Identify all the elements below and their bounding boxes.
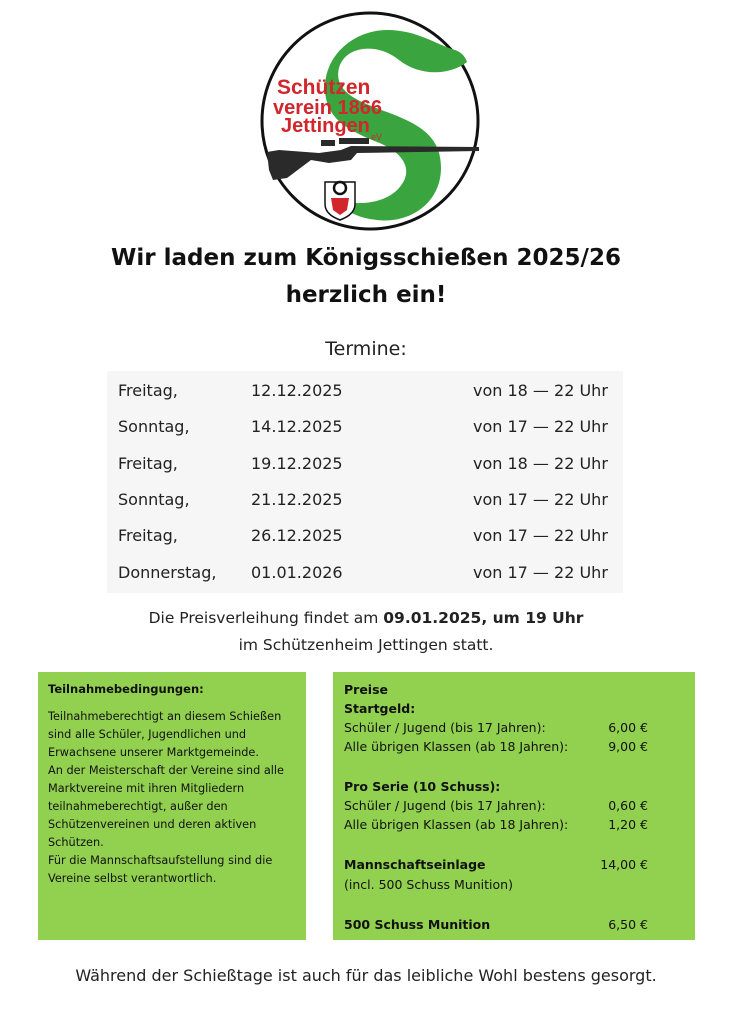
conditions-line: Erwachsene unserer Marktgemeinde. xyxy=(48,746,259,759)
logo-line3: Jettingen xyxy=(281,115,370,137)
schedule-day: Donnerstag, xyxy=(118,563,217,582)
team-fee-note: (incl. 500 Schuss Munition) xyxy=(344,877,513,892)
club-emblem-icon xyxy=(259,10,481,232)
schedule-date: 01.01.2026 xyxy=(251,563,343,582)
schedule-time: von 18 — 22 Uhr xyxy=(473,454,608,473)
price-value: 9,00 € xyxy=(608,739,648,754)
price-value: 1,20 € xyxy=(608,817,648,832)
serie-heading: Pro Serie (10 Schuss): xyxy=(344,779,501,794)
prices-title: Preise xyxy=(344,682,389,697)
schedule-day: Freitag, xyxy=(118,454,178,473)
schedule-row xyxy=(107,526,623,550)
ammo-value: 6,50 € xyxy=(608,917,648,932)
schedule-date: 12.12.2025 xyxy=(251,381,343,400)
schedule-date: 26.12.2025 xyxy=(251,526,343,545)
schedule-row xyxy=(107,381,623,405)
schedule-day: Sonntag, xyxy=(118,490,190,509)
conditions-line: Teilnahmeberechtigt an diesem Schießen xyxy=(48,710,282,723)
schedule-time: von 17 — 22 Uhr xyxy=(473,490,608,509)
schedule-date: 19.12.2025 xyxy=(251,454,343,473)
schedule-row xyxy=(107,490,623,514)
award-date: 09.01.2025, um 19 Uhr xyxy=(383,609,584,627)
schedule-time: von 17 — 22 Uhr xyxy=(473,526,608,545)
award-ceremony-line2: im Schützenheim Jettingen statt. xyxy=(238,636,494,654)
conditions-line: Marktvereine mit ihren Mitgliedern xyxy=(48,782,245,795)
conditions-line: Schützenvereinen und deren aktiven xyxy=(48,818,257,831)
award-prefix: Die Preisverleihung findet am xyxy=(148,609,384,627)
price-value: 6,00 € xyxy=(608,720,648,735)
conditions-line: An der Meisterschaft der Vereine sind alle xyxy=(48,764,284,777)
schedule-row xyxy=(107,417,623,441)
dates-heading: Termine: xyxy=(325,338,407,360)
conditions-line: Für die Mannschaftsaufstellung sind die xyxy=(48,854,273,867)
schedule-day: Freitag, xyxy=(118,526,178,545)
schedule-table xyxy=(107,371,623,593)
schedule-time: von 17 — 22 Uhr xyxy=(473,563,608,582)
price-label: Alle übrigen Klassen (ab 18 Jahren): xyxy=(344,817,569,832)
schedule-date: 21.12.2025 xyxy=(251,490,343,509)
logo-line1: Schützen xyxy=(277,76,371,99)
footer-note: Während der Schießtage ist auch für das leibliche Wohl bestens gesorgt. xyxy=(75,966,657,985)
coat-of-arms-icon xyxy=(325,182,355,220)
logo-suffix: eV xyxy=(371,132,383,142)
price-label: Schüler / Jugend (bis 17 Jahren): xyxy=(344,720,546,735)
team-fee-value: 14,00 € xyxy=(600,857,648,872)
page-title-line2: herzlich ein! xyxy=(285,282,447,308)
price-value: 0,60 € xyxy=(608,798,648,813)
schedule-time: von 17 — 22 Uhr xyxy=(473,417,608,436)
schedule-day: Sonntag, xyxy=(118,417,190,436)
prices-box xyxy=(333,672,695,940)
conditions-line: Vereine selbst verantwortlich. xyxy=(48,872,217,885)
price-label: Alle übrigen Klassen (ab 18 Jahren): xyxy=(344,739,569,754)
price-label: Schüler / Jugend (bis 17 Jahren): xyxy=(344,798,546,813)
club-logo xyxy=(259,10,481,232)
conditions-line: teilnahmeberechtigt, außer den xyxy=(48,800,228,813)
schedule-time: von 18 — 22 Uhr xyxy=(473,381,608,400)
award-ceremony-line1 xyxy=(0,609,732,627)
logo-line2: verein 1866 xyxy=(273,97,382,119)
conditions-line: sind alle Schüler, Jugendlichen und xyxy=(48,728,247,741)
conditions-box xyxy=(38,672,306,940)
ammo-label: 500 Schuss Munition xyxy=(344,917,491,932)
conditions-text xyxy=(48,708,300,888)
conditions-title: Teilnahmebedingungen: xyxy=(48,682,204,696)
schedule-row xyxy=(107,563,623,587)
schedule-row xyxy=(107,454,623,478)
conditions-line: Schützen. xyxy=(48,836,104,849)
team-fee-label: Mannschaftseinlage xyxy=(344,857,486,872)
schedule-date: 14.12.2025 xyxy=(251,417,343,436)
schedule-day: Freitag, xyxy=(118,381,178,400)
page-title-line1: Wir laden zum Königsschießen 2025/26 xyxy=(111,245,621,271)
startgeld-heading: Startgeld: xyxy=(344,701,416,716)
